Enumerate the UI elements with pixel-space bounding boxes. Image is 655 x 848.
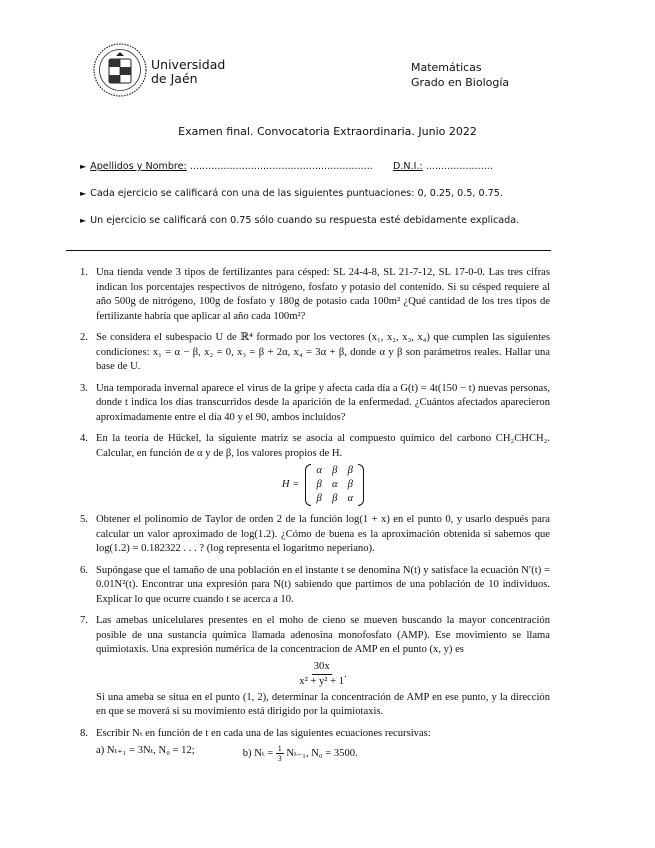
name-field-dots: ............................................................ [189, 161, 373, 172]
name-field-line [80, 161, 493, 172]
matrix-cell: β [332, 493, 338, 504]
exercise-text: Las amebas unicelulares presentes en el moho de cieno se mueven buscando la mayor concentración posible de una sustancia química llamada adenosina monofosfato (AMP). Ese movimiento se llama quimiotaxis. Una expresión numérica de la concentracion de AMP en el punto (x, y) es [96, 615, 550, 655]
exercise-number: 7. [80, 615, 88, 626]
matrix-cell: β [316, 493, 322, 504]
university-name-line2: de Jaén [151, 71, 198, 86]
exercise-number: 2. [80, 332, 88, 343]
recurrence-b-suffix: Nₜ₋₁, N₀ = 3500. [286, 747, 358, 759]
exercise-6 [80, 564, 550, 608]
exercise-number: 6. [80, 564, 88, 576]
exercise-text: Se considera el subespacio U de ℝ⁴ formado por los vectores (x₁, x₂, x₃, x₄) que cumplen las siguientes condiciones: x₁ = α − β, x₂ = 0, x₃ = β + 2α, x₄ = 3α + β, donde α y β son parámetros reales. Hallar una base de U. [96, 332, 550, 372]
bullet-arrow-icon: ► [80, 216, 87, 225]
hueckel-matrix-block [96, 464, 550, 506]
university-logo [92, 42, 148, 98]
matrix-cell: β [347, 465, 353, 476]
recurrence-b-fraction [276, 744, 284, 763]
exercise-text: Obtener el polinomio de Taylor de orden 2 de la función log(1 + x) en el punto 0, y usarlo después para calcular un valor aproximado de log(1.2). ¿Cómo de buena es la aproximación obtenida si sabemos que log(1.2) = 0.182322 . . . ? (log representa el logaritmo neperiano). [96, 514, 550, 554]
exercise-number: 5. [80, 514, 88, 525]
exercise-list [80, 266, 550, 770]
subject-title: Matemáticas [411, 61, 482, 74]
matrix-cell: α [347, 493, 354, 504]
hueckel-matrix [305, 464, 364, 506]
matrix-cell: β [347, 479, 353, 490]
subject-block [411, 60, 509, 90]
exercise-text: Una tienda vende 3 tipos de fertilizantes para césped: SL 24-4-8, SL 21-7-12, SL 17-0-0. Las tres cifras indican los porcentajes respectivos de nitrógeno, fosfato y potasio del contenido. Si su césped requiere al año 500g de nitrógeno, 100g de fosfato y 180g de potasio cada 100m² ¿Qué cantidad de los tres tipos de fertilizante habría que aplicar al año cada 100m²? [96, 267, 550, 322]
amp-formula [96, 660, 550, 689]
recurrence-a: a) Nₜ₊₁ = 3Nₜ, N₀ = 12; [96, 745, 195, 756]
recurrence-b [243, 744, 358, 763]
bullet-arrow-icon: ► [80, 189, 87, 198]
exercise-4 [80, 432, 550, 506]
exercise-text: Una temporada invernal aparece el virus de la gripe y afecta cada día a G(t) = 4t(150 − t) nuevas personas, donde t indica los días transcurridos desde la aparición de la enfermedad. ¿Cuántos afectados aparecieron aproximadamente entre el día 40 y el 90, ambos incluidos? [96, 382, 550, 423]
exercise-number: 4. [80, 433, 88, 444]
matrix-cell: α [316, 465, 322, 476]
degree-title: Grado en Biología [411, 76, 510, 89]
recurrence-b-prefix: b) Nₜ = [242, 747, 274, 759]
fraction-denominator: x² + y² + 1 [299, 675, 345, 687]
exam-title: Examen final. Convocatoria Extraordinaria. Junio 2022 [178, 125, 477, 138]
exercise-1 [80, 266, 550, 324]
matrix-cell: α [331, 479, 338, 490]
fraction-numerator: 1 [277, 744, 282, 753]
exercise-text: Escribir Nₜ en función de t en cada una de las siguientes ecuaciones recursivas: [96, 727, 431, 739]
exercise-number: 8. [80, 727, 88, 739]
university-name-line1: Universidad [151, 57, 226, 72]
fraction-denominator: 3 [277, 754, 282, 763]
amp-fraction [299, 660, 344, 689]
instruction-text: Un ejercicio se calificará con 0.75 sólo cuando su respuesta esté debidamente explicada. [90, 215, 520, 226]
dni-field-dots: ...................... [425, 161, 493, 172]
header-divider [66, 250, 551, 251]
dni-label: D.N.I.: [392, 161, 423, 172]
matrix-cell: β [332, 465, 338, 476]
exercise-number: 1. [80, 267, 88, 278]
instruction-2 [80, 215, 519, 226]
exercise-text: En la teoría de Hückel, la siguiente matriz se asocia al compuesto químico del carbono CH₂CHCH₂. Calcular, en función de α y de β, los valores propios de H. [96, 433, 550, 459]
exercise-5 [80, 513, 550, 557]
exercise-8 [80, 727, 550, 764]
exercise-text: Supóngase que el tamaño de una población en el instante t se denomina N(t) y satisface la ecuación N′(t) = 0.01N²(t). Encontrar una expresión para N(t) sabiendo que partimos de una población de 10 individuos. Explicar lo que ocurre cuando t se acerca a 10. [96, 564, 550, 605]
university-name [151, 58, 225, 86]
bullet-arrow-icon: ► [80, 162, 87, 171]
recurrence-list [96, 744, 550, 763]
instruction-text: Cada ejercicio se calificará con una de las siguientes puntuaciones: 0, 0.25, 0.5, 0.75. [90, 188, 503, 199]
fraction-numerator: 30x [312, 660, 332, 675]
name-label: Apellidos y Nombre: [90, 161, 187, 172]
matrix-cell: β [316, 479, 322, 490]
exercise-number: 3. [80, 382, 88, 394]
instruction-1 [80, 188, 503, 199]
matrix-label: H = [281, 478, 300, 490]
formula-period: . [344, 668, 347, 680]
exercise-text-continued: Si una ameba se situa en el punto (1, 2), determinar la concentración de AMP en ese punto, y la dirección en que se moverá si su movimiento está dirigido por la quimiotaxis. [96, 691, 550, 717]
exercise-2 [80, 331, 550, 375]
exercise-3 [80, 382, 550, 426]
exercise-7 [80, 614, 550, 720]
